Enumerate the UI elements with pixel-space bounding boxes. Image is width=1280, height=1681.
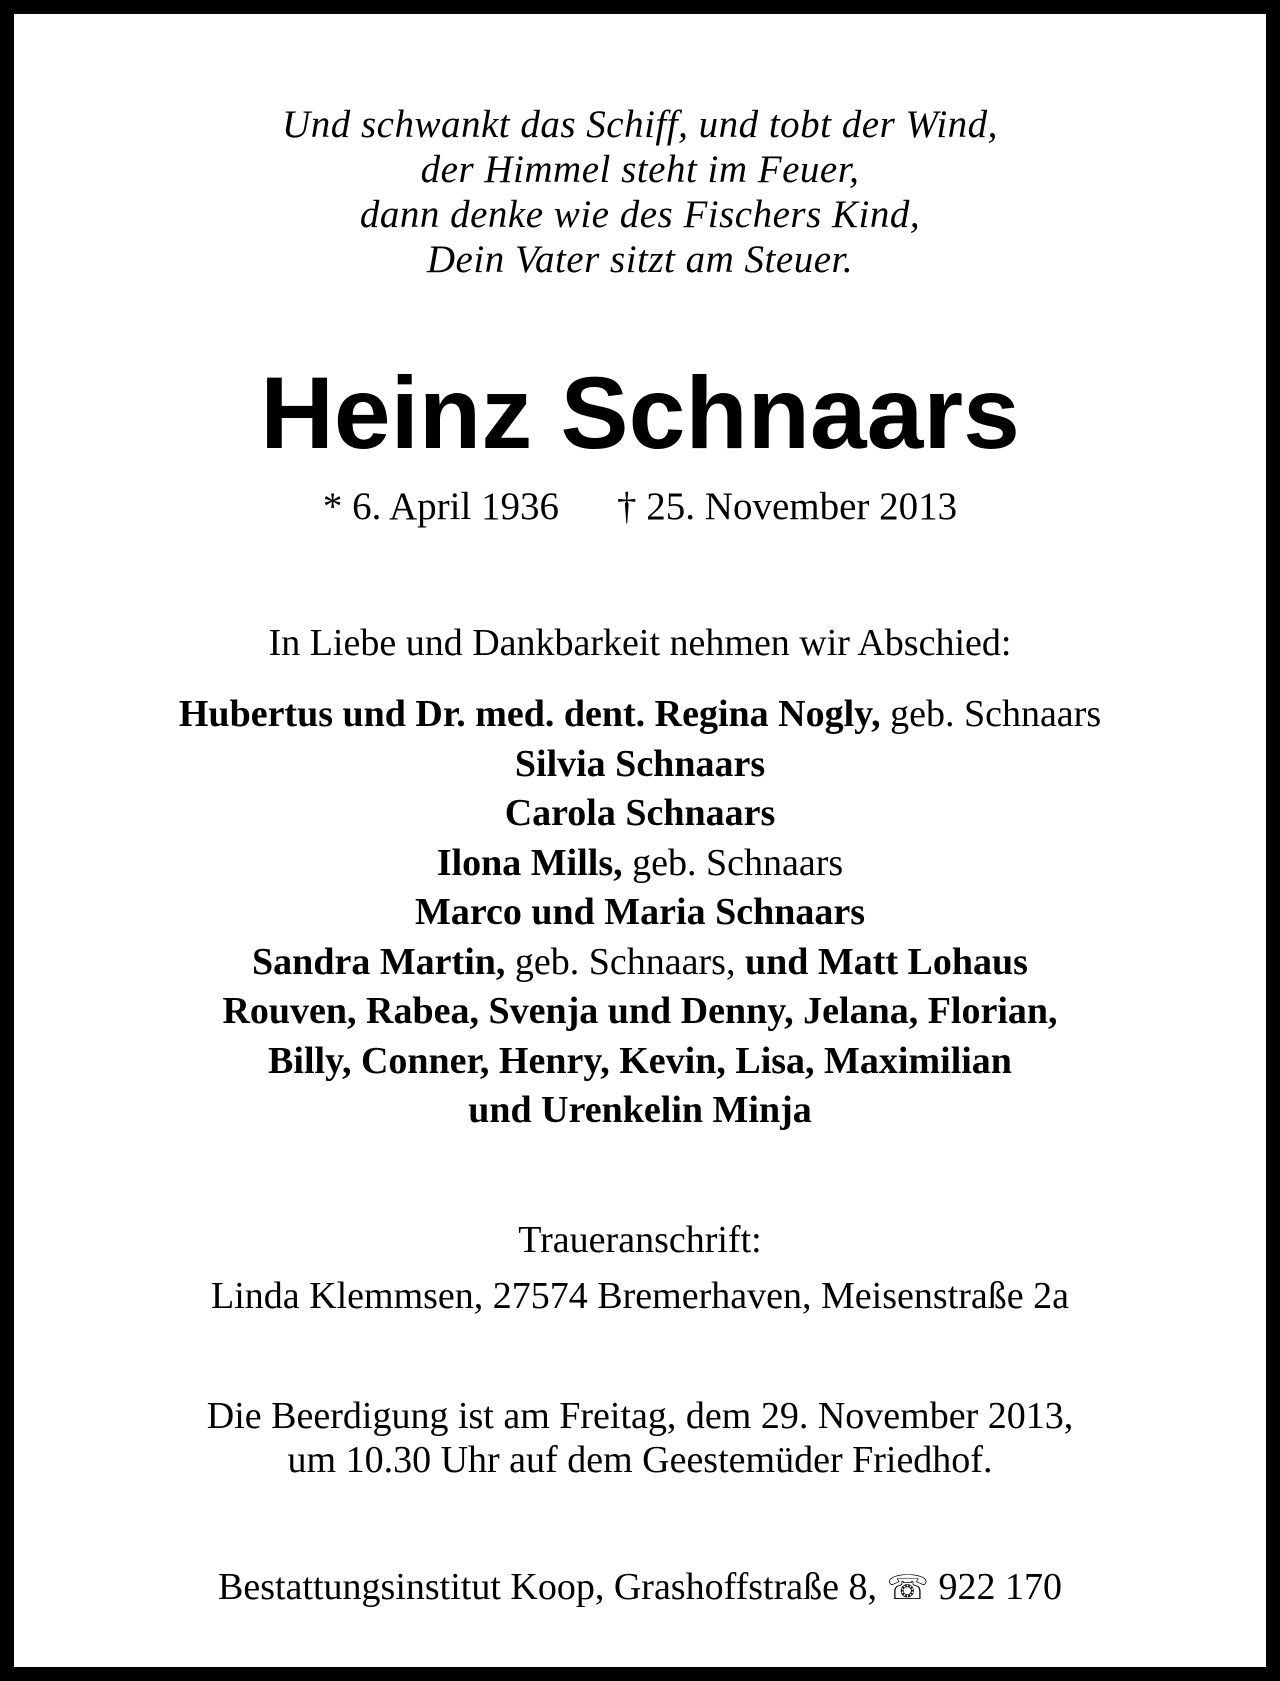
verse-line: der Himmel steht im Feuer, — [420, 148, 860, 191]
farewell-intro: In Liebe und Dankbarkeit nehmen wir Abschied: — [268, 622, 1012, 664]
deceased-name: Heinz Schnaars — [260, 356, 1020, 470]
mourner-names: Rouven, Rabea, Svenja und Denny, Jelana, Florian, — [222, 990, 1058, 1032]
mourner-line — [14, 1086, 1266, 1136]
mourner-names: Silvia Schnaars — [514, 742, 766, 785]
maiden-name: geb. Schnaars — [632, 841, 844, 884]
mourner-names: Billy, Conner, Henry, Kevin, Lisa, Maximilian — [268, 1039, 1012, 1082]
mourner-line — [14, 987, 1266, 1037]
mourner-names: Ilona Mills, — [436, 841, 623, 884]
funeral-line: Die Beerdigung ist am Freitag, dem 29. November 2013, — [206, 1395, 1074, 1437]
funeral-line: um 10.30 Uhr auf dem Geestemüder Friedhof. — [287, 1439, 993, 1481]
undertaker-phone: 922 170 — [938, 1566, 1062, 1608]
mourner-names: Carola Schnaars — [504, 792, 776, 834]
verse — [14, 102, 1266, 282]
mourner-names: Hubertus und Dr. med. dent. Regina Nogly, — [178, 693, 881, 735]
death-date: † 25. November 2013 — [617, 485, 958, 528]
maiden-name: geb. Schnaars, — [514, 940, 736, 983]
mourner-names: und Matt Lohaus — [744, 940, 1028, 983]
verse-line: Dein Vater sitzt am Steuer. — [426, 238, 854, 281]
mourner-names: Sandra Martin, — [252, 940, 506, 983]
mourner-line — [14, 789, 1266, 839]
address-value: Linda Klemmsen, 27574 Bremerhaven, Meisenstraße 2a — [211, 1275, 1069, 1317]
obituary-notice — [14, 14, 1266, 1667]
mourner-line — [14, 740, 1266, 790]
phone-icon: ☏ — [886, 1568, 929, 1608]
undertaker-text: Bestattungsinstitut Koop, Grashoffstraße 8, — [218, 1566, 877, 1608]
mourner-line — [14, 888, 1266, 938]
mourner-names: und Urenkelin Minja — [468, 1089, 812, 1131]
mourner-line — [14, 1037, 1266, 1087]
birth-date: * 6. April 1936 — [322, 485, 560, 528]
maiden-name: geb. Schnaars — [890, 693, 1102, 735]
mourner-line — [14, 690, 1266, 740]
mourner-line — [14, 839, 1266, 889]
life-dates — [14, 482, 1266, 532]
verse-line: Und schwankt das Schiff, und tobt der Wind, — [282, 103, 998, 146]
verse-line: dann denke wie des Fischers Kind, — [359, 193, 921, 236]
mourner-line — [14, 938, 1266, 988]
mourning-address — [14, 1212, 1266, 1324]
mourners-list — [14, 690, 1266, 1136]
undertaker-info — [14, 1562, 1266, 1613]
mourner-names: Marco und Maria Schnaars — [414, 891, 866, 933]
funeral-info — [14, 1394, 1266, 1482]
address-label: Traueranschrift: — [518, 1219, 762, 1261]
